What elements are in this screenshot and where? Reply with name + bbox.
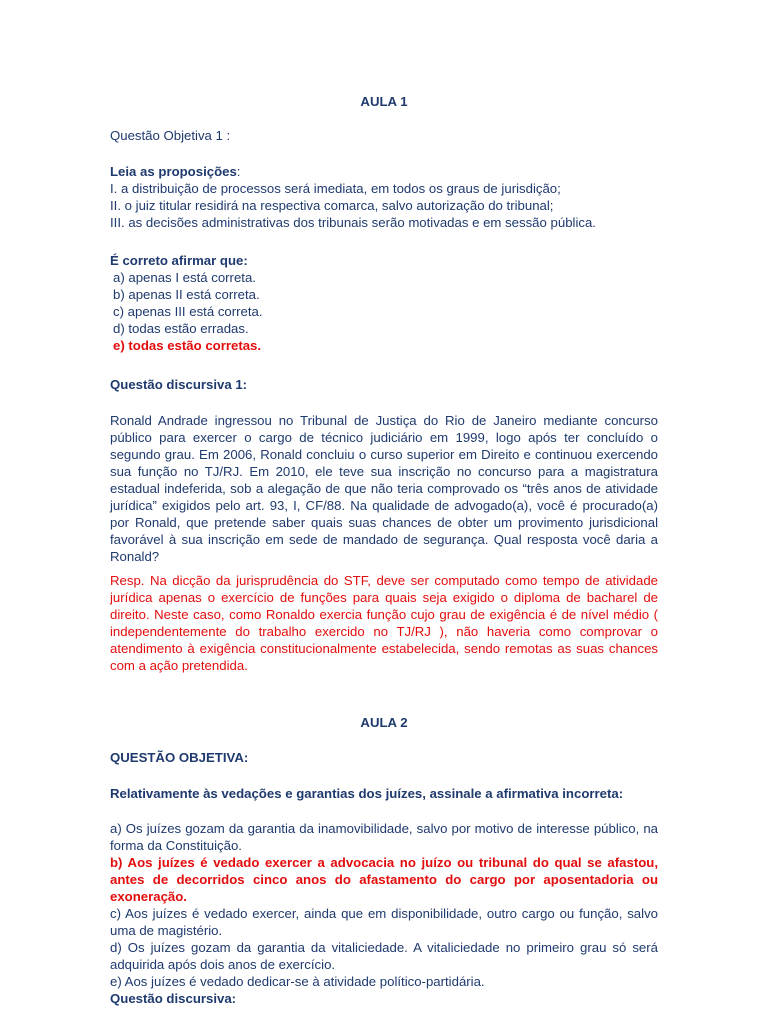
option-item: d) todas estão erradas.	[113, 321, 249, 336]
proposition-item: III. as decisões administrativas dos tribunais serão motivadas e em sessão pública.	[110, 215, 596, 230]
leia-colon: :	[236, 164, 241, 179]
aula1-discursive-text: Ronald Andrade ingressou no Tribunal de Justiça do Rio de Janeiro mediante concurso público para exercer o cargo de técnico judiciário em 1999, logo após ter concluído o segundo grau. Em 2006, Ronald concluiu o curso superior em Direito e continuou exercendo sua função no TJ/RJ. Em 2010, ele teve sua inscrição no concurso para a magistratura estadual indeferida, sob a alegação de que não teria comprovado os “três anos de atividade jurídica” exigidos pelo art. 93, I, CF/88. Na qualidade de advogado(a), você é procurado(a) por Ronald, que pretende saber quais suas chances de obter um provimento jurisdicional favorável à sua inscrição em sede de mandado de segurança. Qual resposta você daria a Ronald?	[110, 413, 658, 564]
correto-label: É correto afirmar que:	[110, 253, 248, 268]
option-item: d) Os juízes gozam da garantia da vitaliciedade. A vitaliciedade no primeiro grau só será adquirida após dois anos de exercício.	[110, 940, 658, 972]
aula1-propositions	[110, 163, 658, 231]
proposition-item: I. a distribuição de processos será imediata, em todos os graus de jurisdição;	[110, 181, 561, 196]
option-item: a) Os juízes gozam da garantia da inamovibilidade, salvo por motivo de interesse público, na forma da Constituição.	[110, 821, 658, 853]
option-item: e) Aos juízes é vedado dedicar-se à atividade político-partidária.	[110, 974, 485, 989]
aula2-prompt: Relativamente às vedações e garantias dos juízes, assinale a afirmativa incorreta:	[110, 786, 624, 801]
aula2-objective-heading: QUESTÃO OBJETIVA:	[110, 750, 249, 765]
aula1-title: AULA 1	[360, 94, 408, 109]
option-item: c) apenas III está correta.	[113, 304, 263, 319]
aula1-objective-heading: Questão Objetiva 1 :	[110, 128, 231, 143]
aula2-options	[110, 820, 658, 1007]
option-item: a) apenas I está correta.	[113, 270, 256, 285]
leia-line	[110, 163, 658, 180]
aula2-discursive-heading: Questão discursiva:	[110, 991, 237, 1006]
aula1-discursive-heading: Questão discursiva 1:	[110, 377, 248, 392]
leia-label: Leia as proposições	[110, 164, 237, 179]
aula1-options	[110, 252, 658, 354]
option-item: c) Aos juízes é vedado exercer, ainda que em disponibilidade, outro cargo ou função, salvo uma de magistério.	[110, 906, 658, 938]
correct-option: e) todas estão corretas.	[113, 338, 262, 353]
aula2-title: AULA 2	[360, 715, 408, 730]
aula1-answer-text: Resp. Na dicção da jurisprudência do STF, deve ser computado como tempo de atividade jurídica apenas o exercício de funções para quais seja exigido o diploma de bacharel de direito. Neste caso, como Ronaldo exercia função cujo grau de exigência é de nível médio ( independentemente do trabalho exercido no TJ/RJ ), não haveria como comprovar o atendimento à exigência constitucionalmente estabelecida, sendo remotas as suas chances com a ação pretendida.	[110, 573, 658, 673]
option-item: b) apenas II está correta.	[113, 287, 260, 302]
correct-option: b) Aos juízes é vedado exercer a advocacia no juízo ou tribunal do qual se afastou, antes de decorridos cinco anos do afastamento do cargo por aposentadoria ou exoneração.	[110, 855, 658, 904]
proposition-item: II. o juiz titular residirá na respectiva comarca, salvo autorização do tribunal;	[110, 198, 554, 213]
